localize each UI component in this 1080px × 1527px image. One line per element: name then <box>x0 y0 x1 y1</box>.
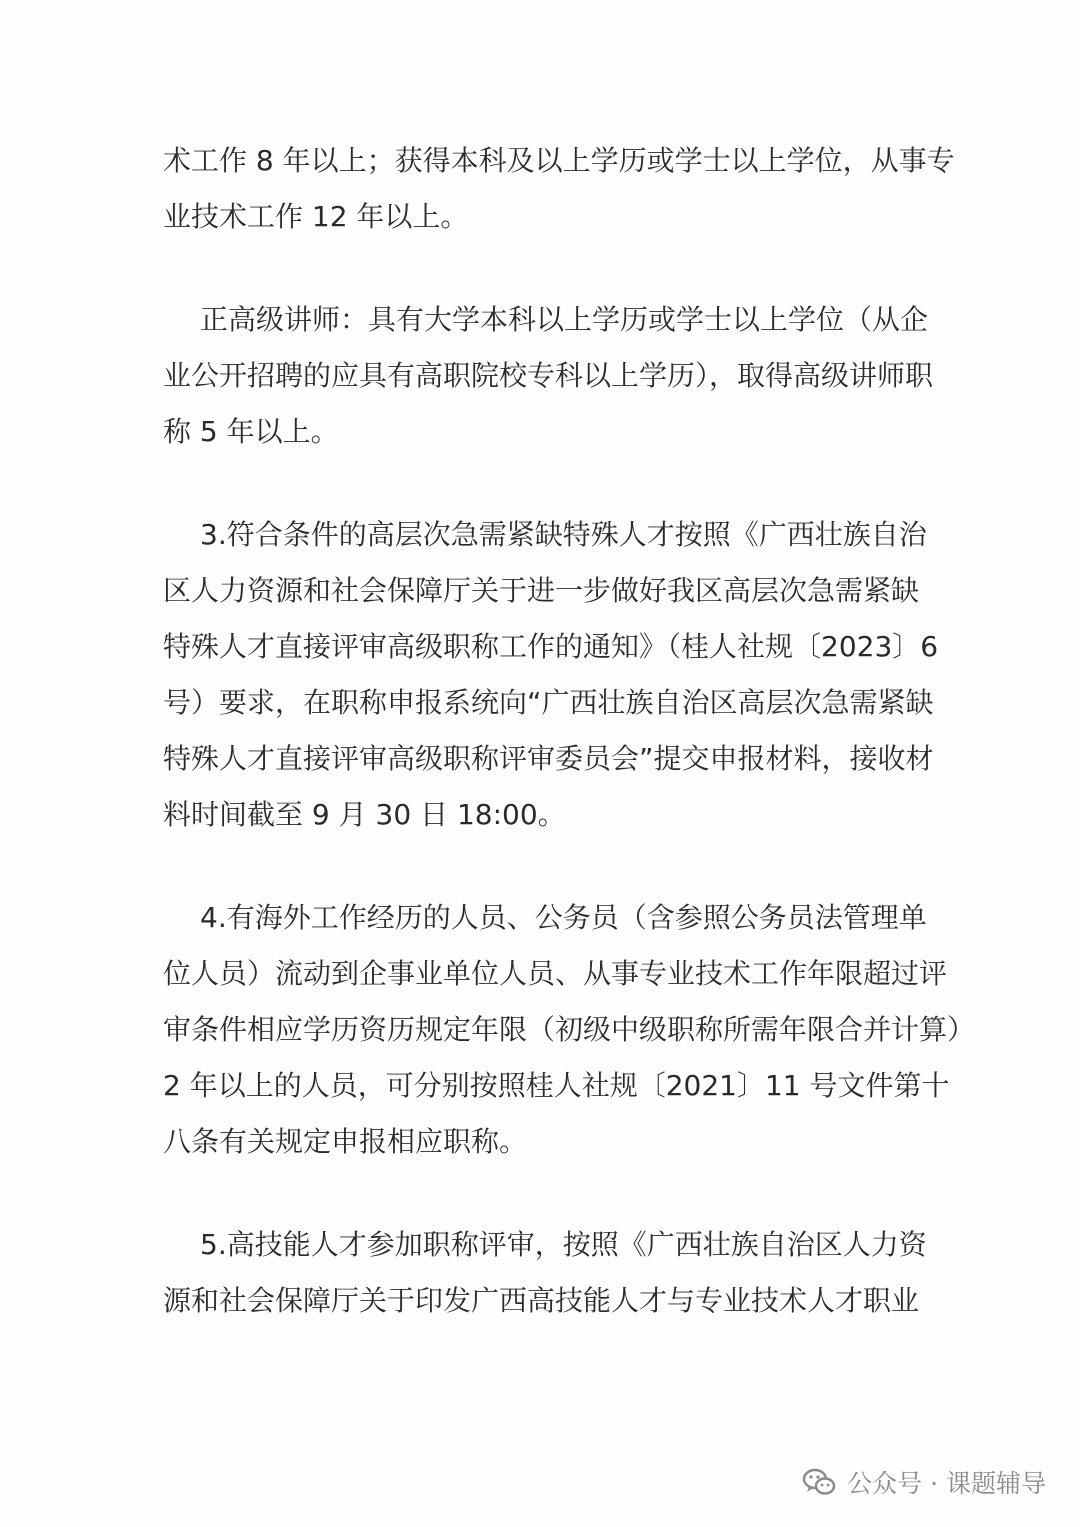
paragraph-line: 位人员）流动到企事业单位人员、从事专业技术工作年限超过评 <box>163 957 948 990</box>
paragraph-line: 源和社会保障厅关于印发广西高技能人才与专业技术人才职业 <box>163 1284 920 1317</box>
document-body <box>163 133 976 1376</box>
paragraph-line: 正高级讲师：具有大学本科以上学历或学士以上学位（从企 <box>200 303 929 336</box>
paragraph-line: 2 年以上的人员，可分别按照桂人社规〔2021〕11 号文件第十 <box>163 1069 950 1102</box>
paragraph-line: 审条件相应学历资历规定年限（初级中级职称所需年限合并计算） <box>163 1013 976 1046</box>
paragraph-line: 业公开招聘的应具有高职院校专科以上学历），取得高级讲师职 <box>163 359 934 392</box>
paragraph-line: 料时间截至 9 月 30 日 18:00。 <box>163 798 566 831</box>
paragraph-line: 特殊人才直接评审高级职称工作的通知》（桂人社规〔2023〕6 <box>163 630 939 663</box>
paragraph-line: 特殊人才直接评审高级职称评审委员会”提交申报材料，接收材 <box>163 742 934 775</box>
paragraph-line: 号）要求，在职称申报系统向“广西壮族自治区高层次急需紧缺 <box>163 686 934 719</box>
paragraph-4 <box>163 890 976 1170</box>
paragraph-line: 业技术工作 12 年以上。 <box>163 200 469 233</box>
paragraph-line: 5.高技能人才参加职称评审，按照《广西壮族自治区人力资 <box>200 1228 927 1261</box>
paragraph-1 <box>163 133 955 245</box>
paragraph-3 <box>163 507 939 843</box>
paragraph-2 <box>163 292 934 460</box>
paragraph-line: 八条有关规定申报相应职称。 <box>163 1125 528 1158</box>
paragraph-line: 称 5 年以上。 <box>163 415 339 448</box>
paragraph-line: 3.符合条件的高层次急需紧缺特殊人才按照《广西壮族自治 <box>200 518 927 551</box>
paragraph-line: 术工作 8 年以上；获得本科及以上学历或学士以上学位，从事专 <box>163 144 955 177</box>
watermark-text: 公众号 · 课题辅导 <box>847 1469 1046 1498</box>
paragraph-5 <box>163 1217 927 1329</box>
watermark <box>801 1462 1046 1502</box>
paragraph-line: 4.有海外工作经历的人员、公务员（含参照公务员法管理单 <box>200 901 927 934</box>
wechat-icon <box>801 1464 837 1500</box>
paragraph-line: 区人力资源和社会保障厅关于进一步做好我区高层次急需紧缺 <box>163 574 920 607</box>
